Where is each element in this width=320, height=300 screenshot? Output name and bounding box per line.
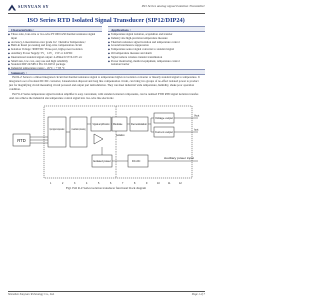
voltage-output-label: Voltage output xyxy=(155,118,170,120)
linearization-label: Linearization processing xyxy=(71,129,97,131)
list-item: ◆ Thermal resistance signal isolation and temperature control xyxy=(108,41,205,45)
list-item: ◆ Temperature signal isolation, acquisition and transfer xyxy=(108,33,205,37)
summary-heading: Summary : xyxy=(8,69,205,75)
page-header xyxy=(8,3,205,13)
pin-label: 8 xyxy=(134,182,136,185)
characteristics-list xyxy=(8,33,104,71)
list-item: ◆ Three-wire, four-wire or two-wire PT100/Cu50 thermal resistance signal xyxy=(8,33,104,37)
list-item: ◆ Power monitoring, medical equipment, temperature control xyxy=(108,60,205,64)
page-footer xyxy=(8,292,205,297)
pin-label: 2 xyxy=(62,182,64,185)
summary-text xyxy=(9,75,203,102)
modulate-label: Modulate xyxy=(113,124,123,126)
pin-label: 4 xyxy=(86,182,88,185)
linearization-block xyxy=(70,117,97,147)
iout-label: Iout xyxy=(194,128,199,132)
pin-label: 1 xyxy=(50,182,52,185)
list-item: ◆ Oil temperature measure and alarm xyxy=(108,52,205,56)
aux-power-label: Auxiliary power input xyxy=(164,158,186,160)
list-item: ◆ Temperature sensor signal converter to standard signal xyxy=(108,48,205,52)
isolation-label: Isolation xyxy=(116,135,125,137)
amplifier-symbol-icon xyxy=(94,134,103,144)
pin-label: 11 xyxy=(168,182,171,185)
list-item: ◆ Small size, low cost, easy use and high reliability xyxy=(8,60,104,64)
rtd-label: RTD xyxy=(17,138,26,144)
applications-list xyxy=(108,33,205,67)
summary-paragraph: ISO W-Z Series temperature signal isolation amplifier is easy convenient, with standard external components, can be realized PT00 RTD signal isolation transfer. And can achieve the industrial site temperature control signal into two-wire line electronic. xyxy=(9,92,199,101)
list-item: ◆ Signal remote wireless transfer transmission xyxy=(108,56,205,60)
brand-name: SUNYUAN SY xyxy=(18,4,49,9)
page-title: ISO Series RTD Isolated Signal Transducer (SIP12/DIP24) xyxy=(27,17,185,24)
pin-label: 5 xyxy=(98,182,100,185)
amplification-label: Signal amplification xyxy=(92,124,113,126)
summary-paragraph: ISO R-Z Series is a mixed integrated circuit that thermal resistance signal to temperature high-low isolation converter or linearly standard signal to temperature. It integrated a set of isolated DC/DC converter, Linearization disposal and long line compensation circuit, can bring two groups of no-affect isolated power to product just for magnifying circuit measuring circuit powered and output part demodulation. They can meet industrial wide temperature, humidity, shake poor operation condition. xyxy=(9,75,200,91)
list-item: ◆ Built-in lineal processing and long-wire compensation circuit xyxy=(8,44,104,48)
list-item: ◆ Auxiliary Power Supply: 5V、12V、15V or 24VDC xyxy=(8,52,104,56)
pin-label: 7 xyxy=(122,182,124,185)
page-number: Page 1 of 7 xyxy=(191,292,205,296)
vout-label: Vout xyxy=(194,114,200,118)
pin-label: 6 xyxy=(110,182,112,185)
input-compensation-label: Input signal compensation xyxy=(49,129,77,131)
pin-label: 3 xyxy=(74,182,76,185)
footer-company: Shenzhen Sunyuan Technology Co., Ltd. xyxy=(8,292,55,296)
company-logo-icon xyxy=(8,4,16,11)
pin-row xyxy=(50,182,182,185)
list-item: ◆ Industry site high-precision temperature measure xyxy=(108,37,205,41)
header-rule xyxy=(8,13,205,14)
pin-label: 10 xyxy=(157,182,160,185)
characteristics-heading: Characteristics : xyxy=(8,26,102,32)
pin-label: 12 xyxy=(179,182,182,185)
isolated-power-label: Isolated power xyxy=(93,161,108,163)
block-diagram xyxy=(8,103,204,187)
figure-caption: Fig1 ISO R-Z Series isolation transducer functional block diagram xyxy=(66,186,146,190)
current-output-label: Current output xyxy=(155,132,170,134)
list-item: ◆ Standard DIP 24/SIP12 Pin: UL94V-0 package xyxy=(8,63,104,67)
list-item: ◆ Isolation Voltage: 3000VDC Three-port, high-power isolation xyxy=(8,48,104,52)
input-compensation-block xyxy=(48,117,77,147)
list-item: isolation barrier xyxy=(111,63,130,67)
dcdc-label: DC-DC xyxy=(132,160,141,163)
pin-label: 9 xyxy=(146,182,148,185)
list-item: ◆ Ground interference suppression xyxy=(108,44,205,48)
demodulation-label: Demodulation xyxy=(131,124,146,126)
running-title: ISO Series analog signal Isolation Transmitter xyxy=(141,4,205,8)
list-item: ◆ Accuracy, Linearization error grade 0.2（Relative Temperature） xyxy=(8,41,104,45)
list-item: ◆ International standard signal output: 4-20mA/0-5V/0-10V etc xyxy=(8,56,104,60)
list-item: input xyxy=(11,36,17,40)
applications-heading: Applications : xyxy=(108,26,205,32)
